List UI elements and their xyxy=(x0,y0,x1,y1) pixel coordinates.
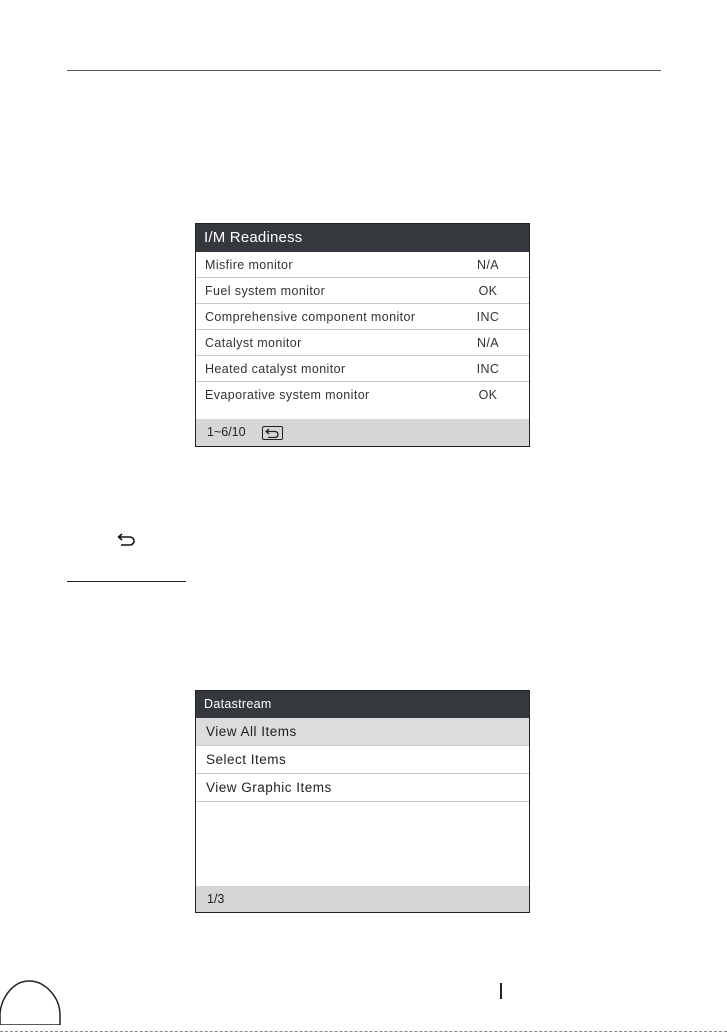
im-row-status: N/A xyxy=(476,336,500,350)
im-row-heated-catalyst[interactable] xyxy=(196,356,529,382)
im-row-misfire[interactable] xyxy=(196,252,529,278)
im-readiness-title: I/M Readiness xyxy=(196,224,529,252)
im-row-label: Comprehensive component monitor xyxy=(205,310,416,324)
page-corner-tab-icon xyxy=(0,975,63,1025)
im-row-label: Catalyst monitor xyxy=(205,336,302,350)
im-row-status: OK xyxy=(478,388,498,402)
page-number-divider xyxy=(500,983,502,999)
menu-item-view-graphic-items[interactable]: View Graphic Items xyxy=(196,774,529,802)
im-readiness-list xyxy=(196,252,529,408)
header-rule xyxy=(67,70,661,71)
menu-item-select-items[interactable]: Select Items xyxy=(196,746,529,774)
return-arrow-icon xyxy=(117,533,137,552)
im-row-status: N/A xyxy=(476,258,500,272)
im-row-status: INC xyxy=(476,362,500,376)
im-row-catalyst[interactable] xyxy=(196,330,529,356)
datastream-screen xyxy=(195,690,530,913)
im-row-label: Heated catalyst monitor xyxy=(205,362,346,376)
datastream-menu xyxy=(196,718,529,802)
datastream-title: Datastream xyxy=(196,691,529,718)
return-arrow-icon[interactable] xyxy=(262,426,283,440)
im-row-status: INC xyxy=(476,310,500,324)
im-readiness-screen xyxy=(195,223,530,447)
im-row-evaporative-system[interactable] xyxy=(196,382,529,408)
section-rule xyxy=(67,581,186,582)
page-trim-line xyxy=(0,1031,727,1032)
im-row-fuel-system[interactable] xyxy=(196,278,529,304)
im-row-status: OK xyxy=(478,284,498,298)
datastream-footer xyxy=(196,886,529,912)
im-row-label: Fuel system monitor xyxy=(205,284,326,298)
im-row-label: Evaporative system monitor xyxy=(205,388,370,402)
im-row-comprehensive-component[interactable] xyxy=(196,304,529,330)
menu-item-view-all-items[interactable]: View All Items xyxy=(196,718,529,746)
im-readiness-footer xyxy=(196,419,529,446)
page-indicator: 1/3 xyxy=(207,892,225,906)
im-row-label: Misfire monitor xyxy=(205,258,293,272)
page-indicator: 1~6/10 xyxy=(207,425,246,439)
